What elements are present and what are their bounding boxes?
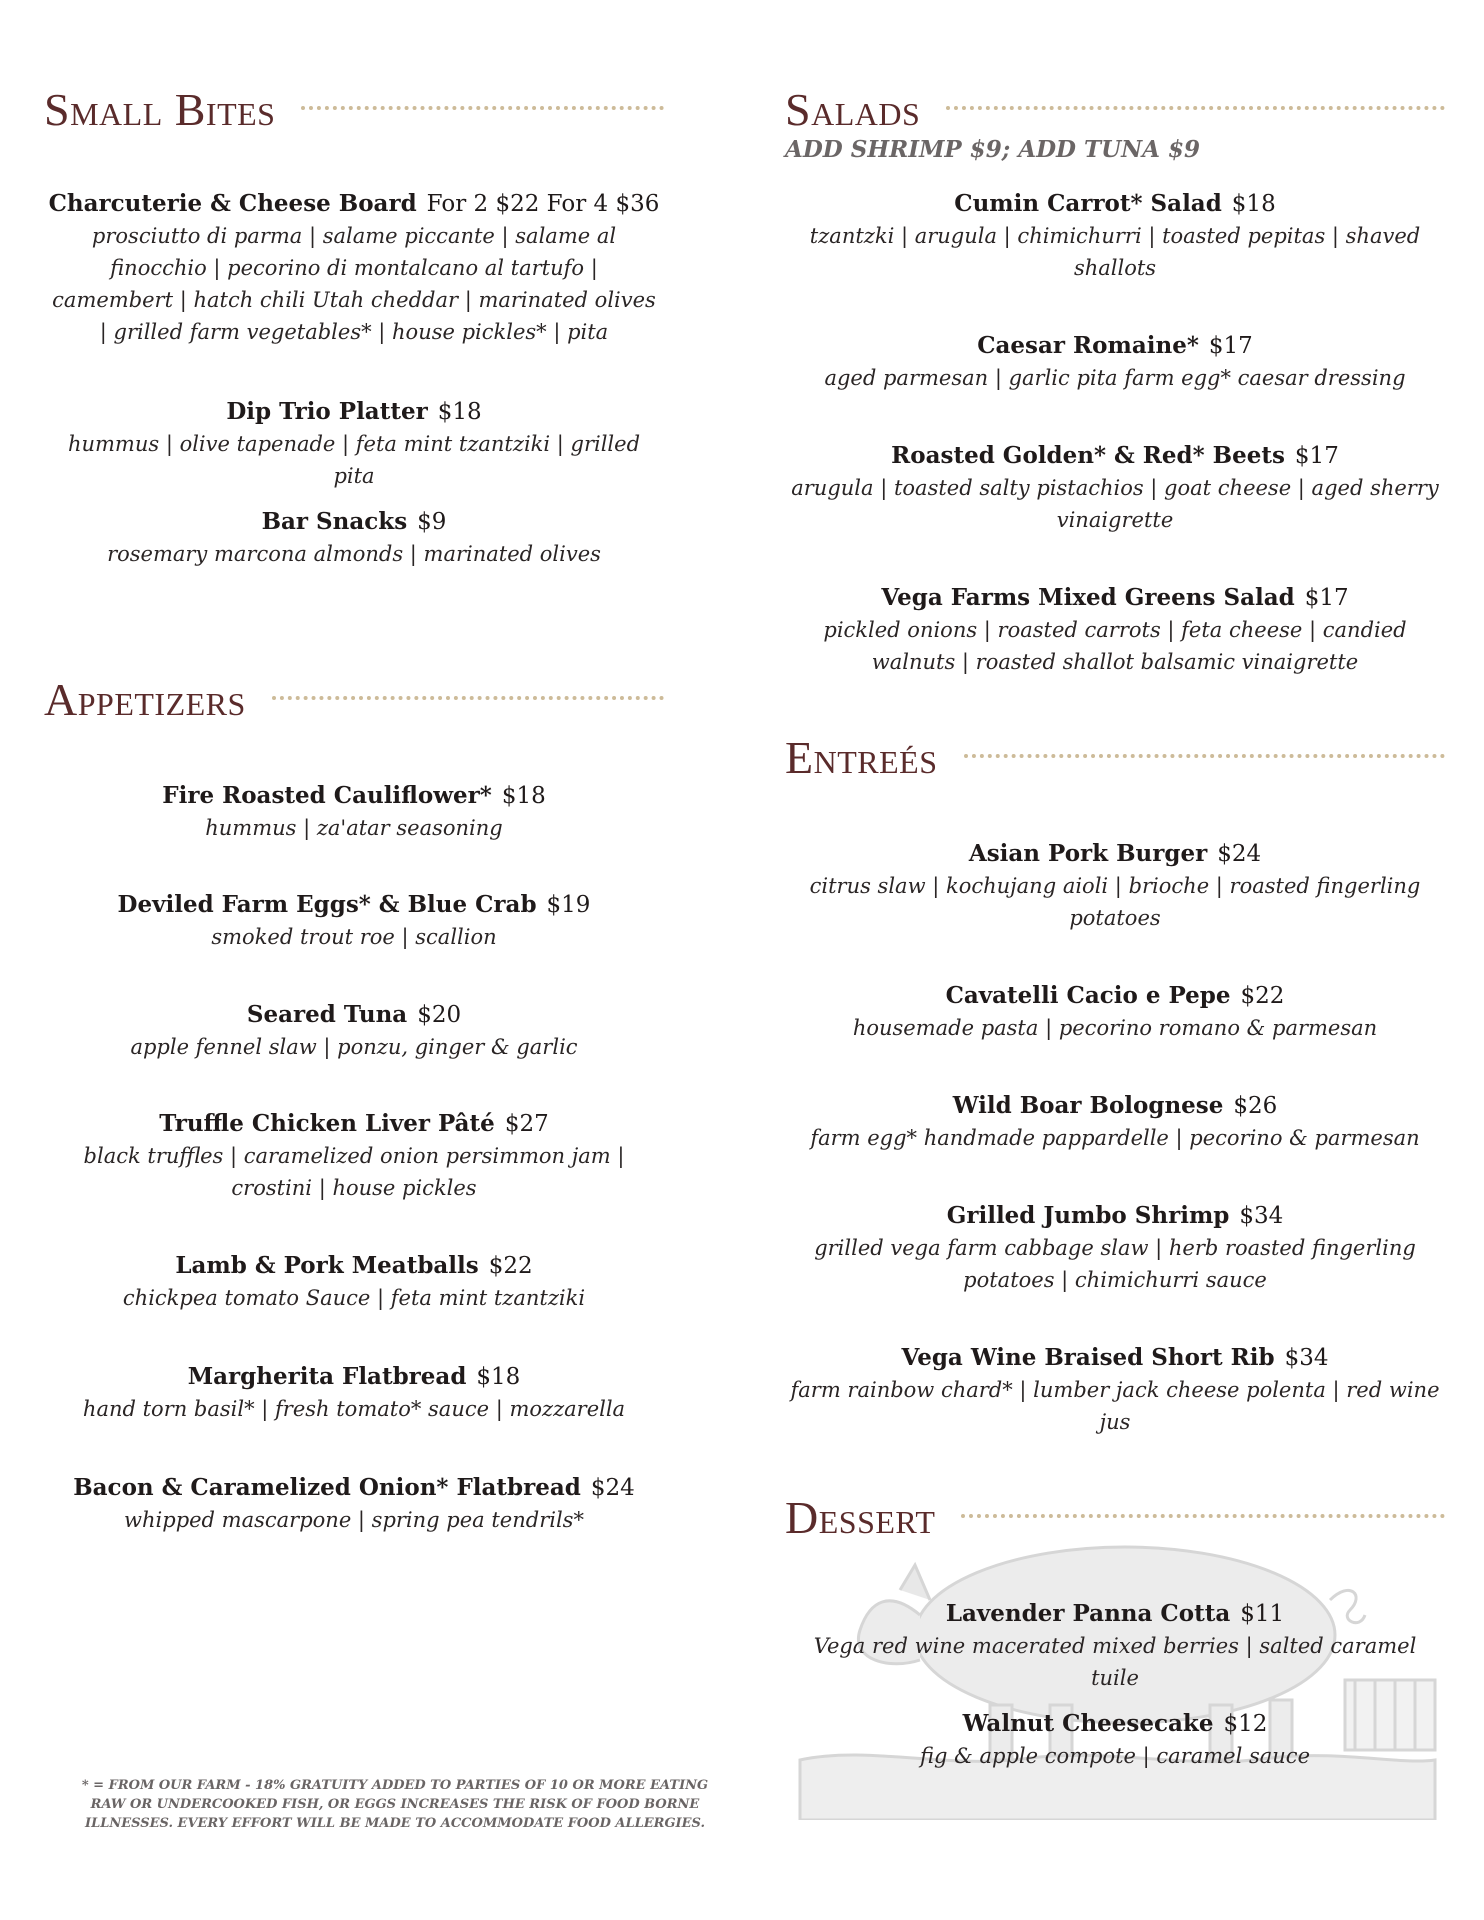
menu-item [44,1361,664,1425]
item-description: smoked trout roe | scallion [211,925,497,949]
item-description: farm egg* handmade pappardelle | pecorino & parmesan [810,1126,1420,1150]
menu-item [44,1108,664,1204]
menu-item [785,980,1445,1044]
section-dessert [785,1488,1445,1548]
menu-item [785,330,1445,394]
item-name: Lamb & Pork Meatballs [175,1252,479,1279]
item-price: $18 [501,783,546,809]
menu-item [44,999,664,1063]
item-name: Bar Snacks [261,508,408,535]
section-title-small-bites: Small Bites [44,84,276,135]
menu-item [44,889,664,953]
item-name: Vega Farms Mixed Greens Salad [881,584,1295,611]
item-name: Wild Boar Bolognese [952,1092,1224,1119]
item-name: Bacon & Caramelized Onion* Flatbread [73,1474,581,1501]
item-price: $9 [417,509,447,535]
item-price: For 2 $22 For 4 $36 [426,191,660,217]
item-price: $18 [1231,191,1276,217]
section-title-salads: Salads [785,84,921,135]
section-entrees [785,728,1445,788]
section-subtitle: ADD SHRIMP $9; ADD TUNA $9 [785,136,1201,163]
menu-item [44,1250,664,1314]
item-description: tzantzki | arugula | chimichurri | toasted pepitas | shaved shallots [809,224,1421,280]
item-name: Cumin Carrot* Salad [954,190,1222,217]
item-description: fig & apple compote | caramel sauce [920,1744,1310,1768]
item-description: rosemary marcona almonds | marinated olives [107,542,601,566]
menu-item [785,1342,1445,1438]
item-price: $22 [488,1253,533,1279]
item-description: pickled onions | roasted carrots | feta cheese | candied walnuts | roasted shallot balsamic vinaigrette [823,618,1407,674]
menu-item [785,1200,1445,1296]
item-price: $18 [437,399,482,425]
item-name: Asian Pork Burger [968,840,1208,867]
dotted-divider [964,754,1446,758]
item-description: whipped mascarpone | spring pea tendrils* [124,1508,584,1532]
item-name: Grilled Jumbo Shrimp [946,1202,1230,1229]
section-appetizers [44,670,664,730]
item-name: Dip Trio Platter [226,398,428,425]
dotted-divider [272,696,664,700]
item-name: Roasted Golden* & Red* Beets [891,442,1285,469]
item-description: grilled vega farm cabbage slaw | herb roasted fingerling potatoes | chimichurri sauce [814,1236,1416,1292]
item-description: aged parmesan | garlic pita farm egg* caesar dressing [824,366,1406,390]
section-small-bites [44,80,664,140]
item-name: Margherita Flatbread [187,1363,467,1390]
menu-item [785,582,1445,678]
item-price: $17 [1294,443,1339,469]
item-price: $17 [1304,585,1349,611]
item-price: $17 [1208,333,1253,359]
menu-item [785,188,1445,284]
item-description: citrus slaw | kochujang aioli | brioche | roasted fingerling potatoes [809,874,1421,930]
item-description: apple fennel slaw | ponzu, ginger & garlic [130,1035,578,1059]
section-title-dessert: Dessert [785,1492,936,1543]
item-price: $27 [504,1111,549,1137]
menu-item [785,1090,1445,1154]
item-name: Vega Wine Braised Short Rib [901,1344,1275,1371]
item-price: $24 [590,1475,635,1501]
item-name: Cavatelli Cacio e Pepe [945,982,1231,1009]
menu-item [785,1598,1445,1694]
item-description: hand torn basil* | fresh tomato* sauce | mozzarella [82,1397,626,1421]
menu-item [44,396,664,492]
menu-item [785,1708,1445,1772]
dotted-divider [301,106,664,110]
item-description: chickpea tomato Sauce | feta mint tzantziki [122,1286,586,1310]
footnote: * = FROM OUR FARM - 18% GRATUITY ADDED TO PARTIES OF 10 OR MORE EATING RAW OR UNDERCOOKED FISH, OR EGGS INCREASES THE RISK OF FOOD BORNE ILLNESSES. EVERY EFFORT WILL BE MADE TO ACCOMMODATE FOOD ALLERGIES. [81,1778,709,1831]
item-description: prosciutto di parma | salame piccante | salame al finocchio | pecorino di montalcano al tartufo | camembert | hatch chili Utah cheddar | marinated olives | grilled farm vegetables* | house pickles* | pita [52,224,656,344]
menu-item [785,838,1445,934]
item-price: $11 [1240,1601,1285,1627]
item-name: Fire Roasted Cauliflower* [162,782,492,809]
item-price: $26 [1233,1093,1278,1119]
section-salads [785,80,1445,163]
item-name: Seared Tuna [246,1001,408,1028]
item-price: $34 [1284,1345,1329,1371]
item-description: Vega red wine macerated mixed berries | salted caramel tuile [813,1634,1417,1690]
item-price: $12 [1223,1711,1268,1737]
item-price: $34 [1239,1203,1284,1229]
item-price: $19 [546,892,591,918]
menu-item [785,440,1445,536]
item-description: housemade pasta | pecorino romano & parmesan [852,1016,1378,1040]
menu-item [44,188,664,348]
item-name: Truffle Chicken Liver Pâté [159,1110,495,1137]
item-description: hummus | olive tapenade | feta mint tzantziki | grilled pita [67,432,641,488]
item-name: Walnut Cheesecake [962,1710,1214,1737]
item-description: black truffles | caramelized onion persimmon jam | crostini | house pickles [83,1144,625,1200]
item-description: hummus | za'atar seasoning [205,816,503,840]
dotted-divider [946,106,1445,110]
menu-item [44,506,664,570]
item-name: Deviled Farm Eggs* & Blue Crab [117,891,537,918]
menu-item [44,1472,664,1536]
item-description: arugula | toasted salty pistachios | goat cheese | aged sherry vinaigrette [791,476,1439,532]
item-price: $22 [1240,983,1285,1009]
item-price: $18 [476,1364,521,1390]
item-name: Charcuterie & Cheese Board [48,190,417,217]
dotted-divider [961,1514,1445,1518]
item-price: $24 [1217,841,1262,867]
item-name: Caesar Romaine* [977,332,1199,359]
section-title-appetizers: Appetizers [44,674,246,725]
item-name: Lavender Panna Cotta [945,1600,1231,1627]
item-description: farm rainbow chard* | lumber jack cheese polenta | red wine jus [790,1378,1440,1434]
item-price: $20 [417,1002,462,1028]
menu-item [44,780,664,844]
section-title-entrees: Entreés [785,732,938,783]
